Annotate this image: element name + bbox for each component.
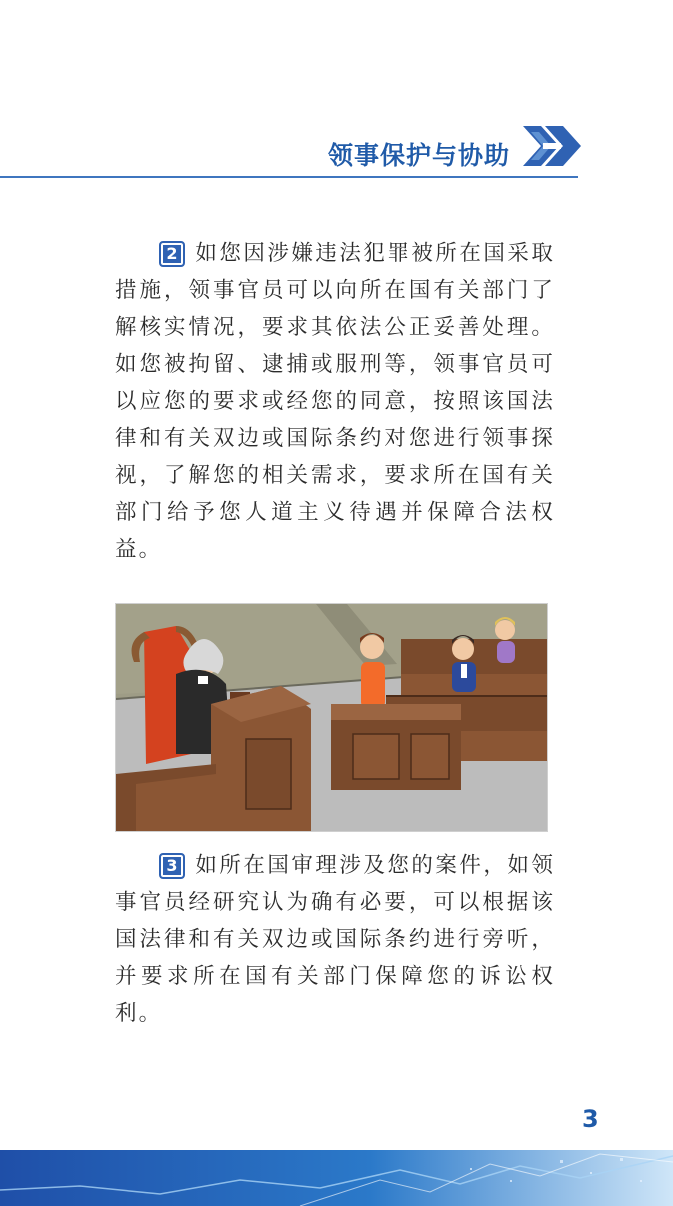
numbered-marker-2: 2 <box>159 241 185 267</box>
numbered-marker-3: 3 <box>159 853 185 879</box>
paragraph-item-3 <box>115 847 555 1032</box>
header-divider <box>0 176 578 178</box>
chevron-arrow-icon <box>519 120 585 172</box>
footer-decoration <box>0 1150 673 1206</box>
page-number: 3 <box>582 1105 599 1133</box>
courtroom-illustration <box>115 603 548 832</box>
section-title: 领事保护与协助 <box>328 141 511 170</box>
paragraph-text: 如所在国审理涉及您的案件，如领事官员经研究认为确有必要，可以根据该国法律和有关双边或国际条约进行旁听，并要求所在国有关部门保障您的诉讼权利。 <box>115 853 555 1026</box>
paragraph-item-2 <box>115 235 555 568</box>
paragraph-text: 如您因涉嫌违法犯罪被所在国采取措施，领事官员可以向所在国有关部门了解核实情况，要求其依法公正妥善处理。如您被拘留、逮捕或服刑等，领事官员可以应您的要求或经您的同意，按照该国法律和有关双边或国际条约对您进行领事探视，了解您的相关需求，要求所在国有关部门给予您人道主义待遇并保障合法权益。 <box>115 241 555 562</box>
